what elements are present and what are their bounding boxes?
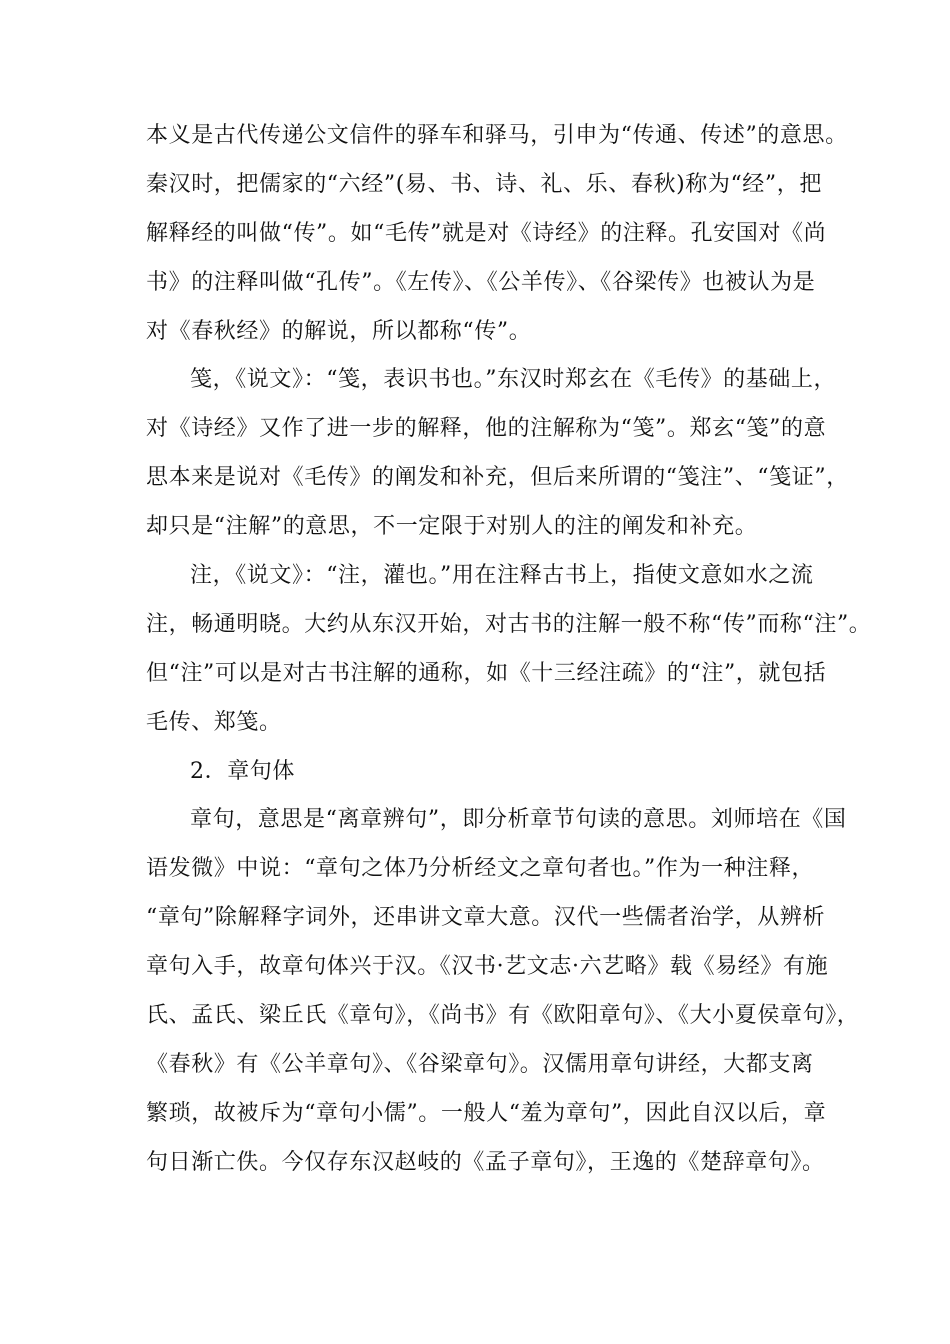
- text-line: 语发微》中说：“章句之体乃分析经文之章句者也。”作为一种注释，: [146, 856, 815, 882]
- text-line: “章句”除解释字词外，还串讲文章大意。汉代一些儒者治学，从辨析: [146, 905, 826, 931]
- text-line: 对《春秋经》的解说，所以都称“传”。: [146, 318, 532, 344]
- text-line: 但“注”可以是对古书注解的通称，如《十三经注疏》的“注”，就包括: [146, 660, 827, 686]
- text-line: 对《诗经》又作了进一步的解释，他的注解称为“笺”。郑玄“笺”的意: [146, 416, 827, 442]
- text-line: 《春秋》有《公羊章句》、《谷梁章句》。汉儒用章句讲经，大都支离: [146, 1051, 814, 1077]
- text-line: 句日渐亡佚。今仅存东汉赵岐的《孟子章句》，王逸的《楚辞章句》。: [146, 1149, 825, 1175]
- text-line: 却只是“注解”的意思，不一定限于对别人的注的阐发和补充。: [146, 514, 758, 540]
- text-line: 笺，《说文》：“笺，表识书也。”东汉时郑玄在《毛传》的基础上，: [190, 367, 837, 393]
- document-body: [146, 112, 872, 1188]
- text-line: 秦汉时，把儒家的“六经”(易、书、诗、礼、乐、春秋)称为“经”，把: [146, 171, 822, 197]
- text-line: 思本来是说对《毛传》的阐发和补充，但后来所谓的“笺注”、“笺证”，: [146, 465, 849, 491]
- text-line: 注，畅通明晓。大约从东汉开始，对古书的注解一般不称“传”而称“注”。: [146, 611, 872, 637]
- text-line: 章句入手，故章句体兴于汉。《汉书·艺文志·六艺略》载《易经》有施: [146, 954, 829, 980]
- text-line: 章句，意思是“离章辨句”，即分析章节句读的意思。刘师培在《国: [190, 807, 847, 833]
- section-heading: 2．章句体: [190, 758, 295, 784]
- text-line: 繁琐，故被斥为“章句小儒”。一般人“羞为章句”，因此自汉以后，章: [146, 1100, 827, 1126]
- text-line: 氏、孟氏、梁丘氏《章句》，《尚书》有《欧阳章句》、《大小夏侯章句》，: [146, 1003, 860, 1029]
- text-line: 解释经的叫做“传”。如“毛传”就是对《诗经》的注释。孔安国对《尚: [146, 220, 827, 246]
- text-line: 毛传、郑笺。: [146, 709, 282, 735]
- text-line: 书》的注释叫做“孔传”。《左传》、《公羊传》、《谷梁传》也被认为是: [146, 269, 816, 295]
- text-line: 注，《说文》：“注，灌也。”用在注释古书上，指使文意如水之流: [190, 563, 814, 589]
- text-line: 本义是古代传递公文信件的驿车和驿马，引申为“传通、传述”的意思。: [146, 123, 848, 148]
